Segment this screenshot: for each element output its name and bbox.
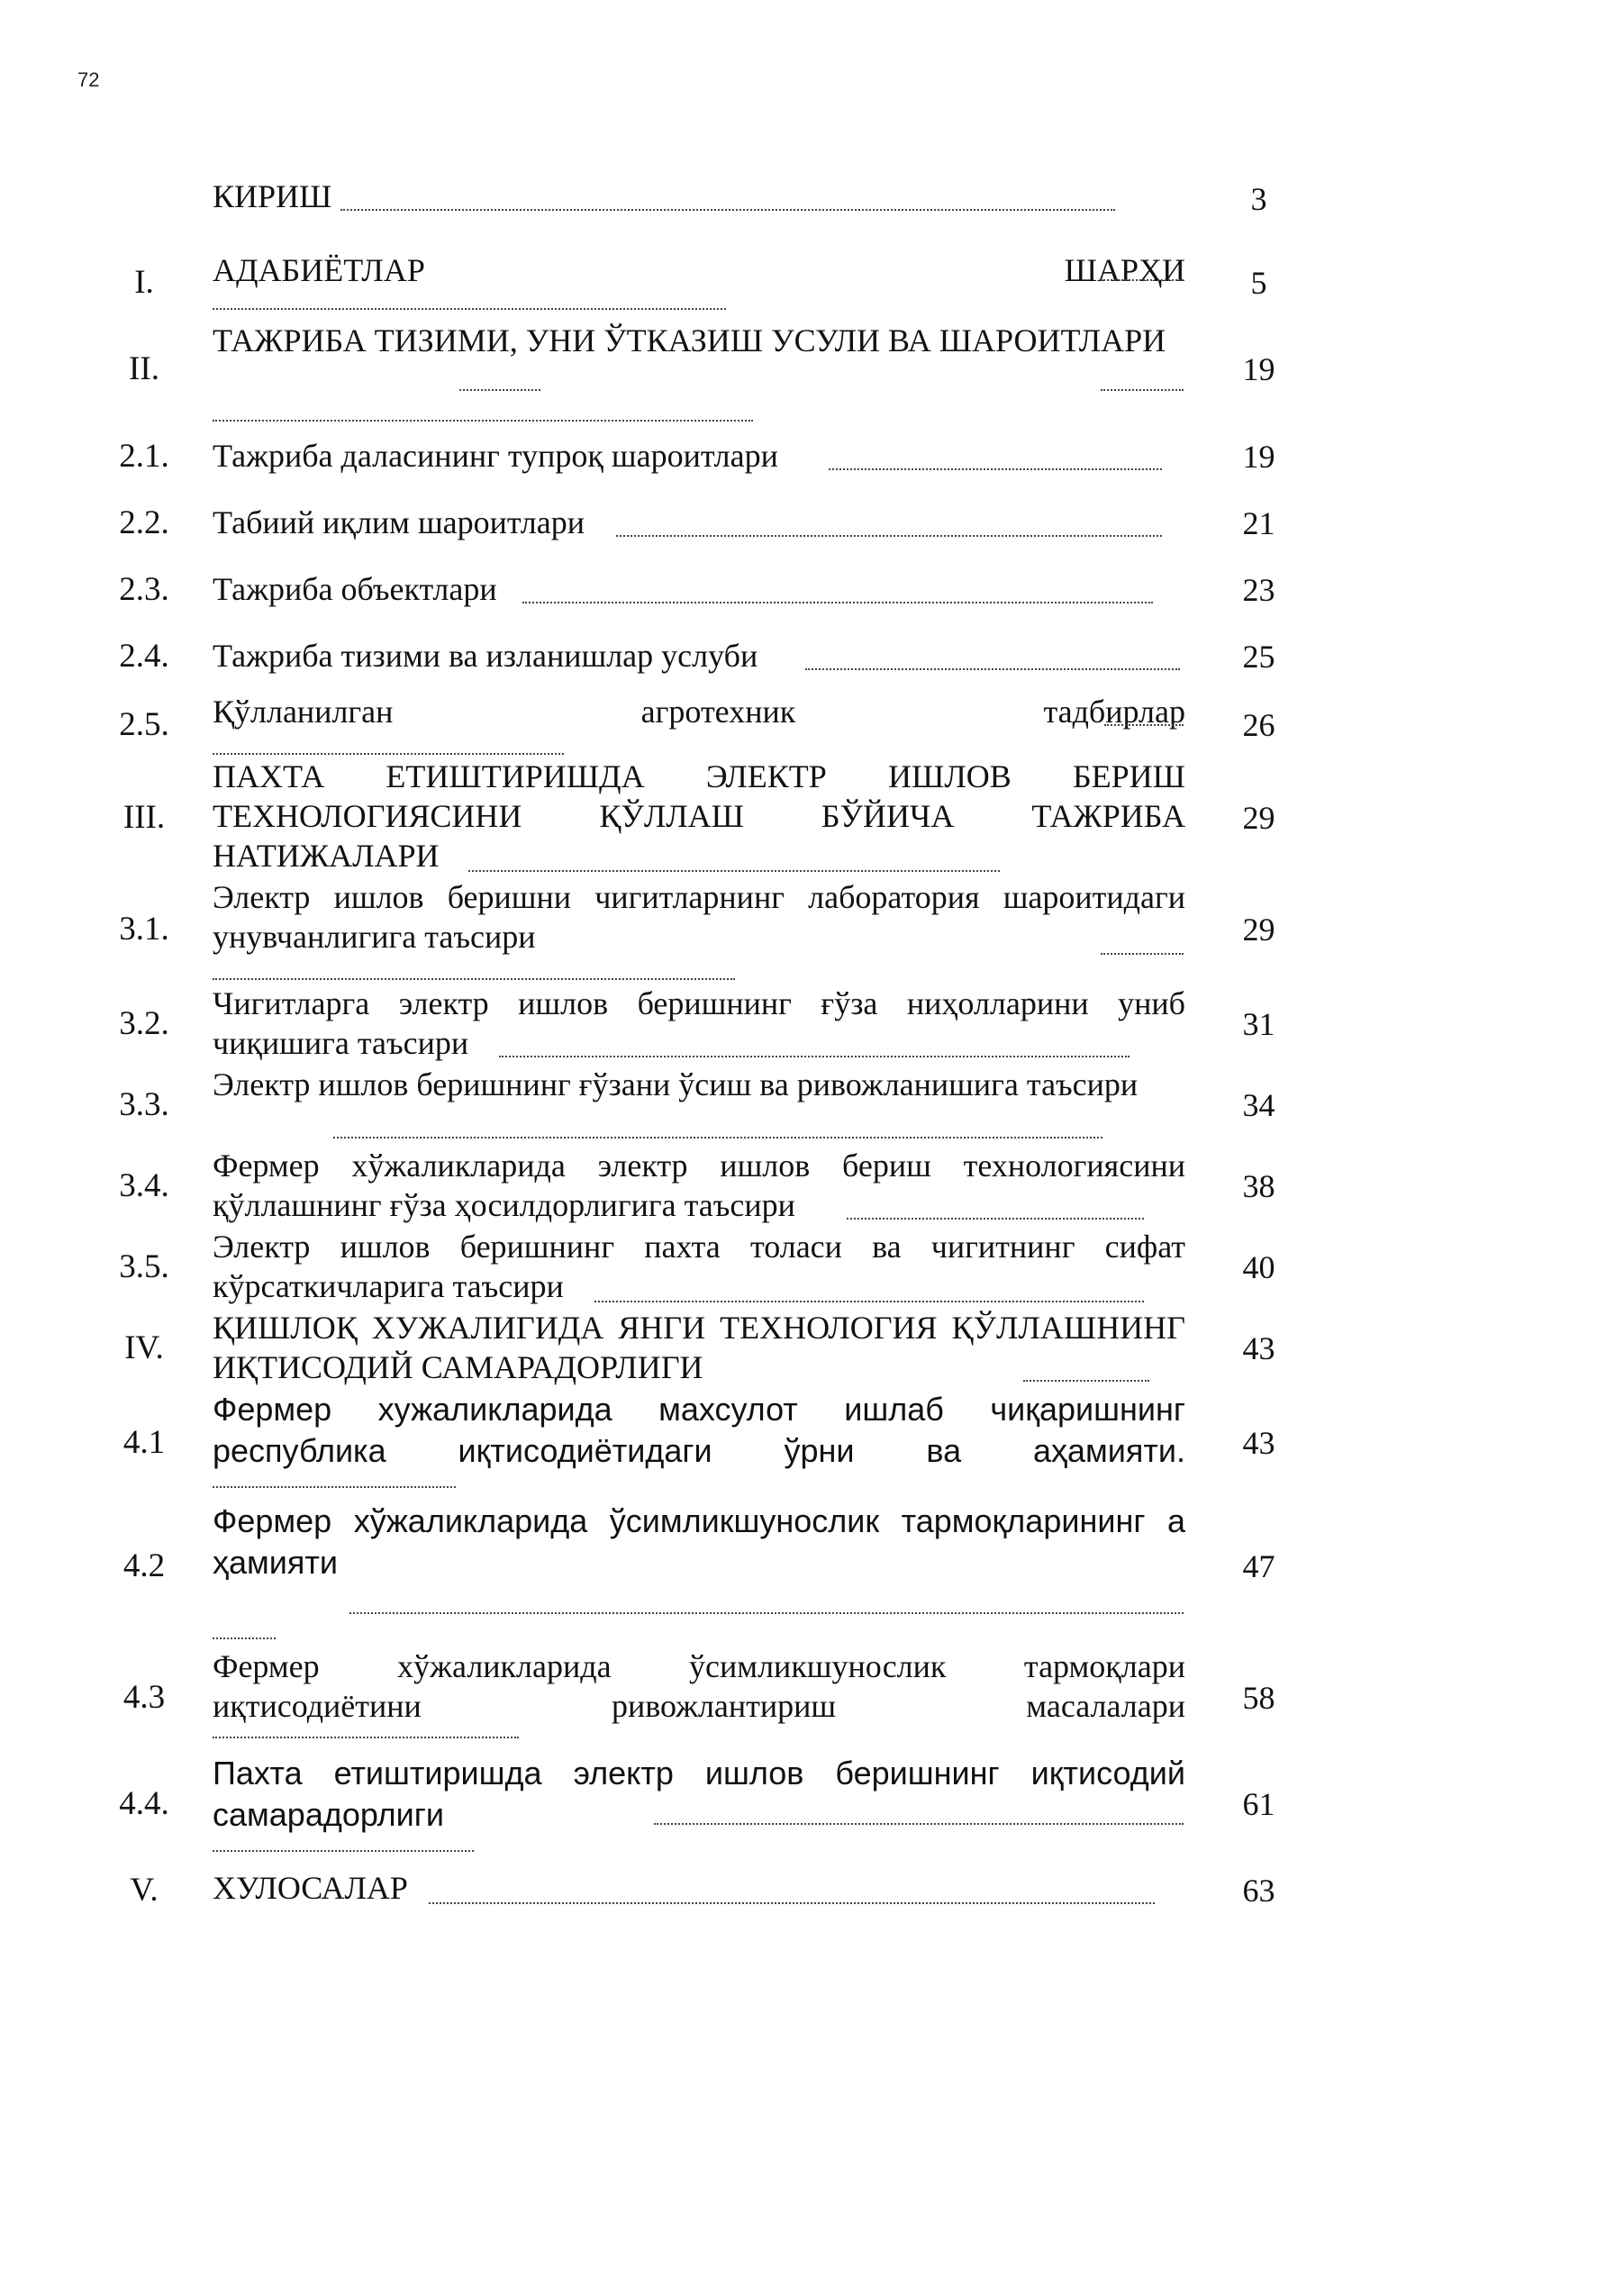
toc-entry-number: 2.1. (119, 438, 169, 475)
toc-entry-page: 19 (1242, 351, 1275, 387)
toc-entry-economic-efficiency (0, 1306, 1624, 1391)
toc-entry-page: 38 (1242, 1168, 1275, 1204)
toc-entry-page: 34 (1242, 1087, 1275, 1123)
toc-entry-title: Фермер хўжаликларида электр ишлов бериш технологиясини қўллашнинг ғўза ҳосилдорлигига таъсири (213, 1148, 1185, 1223)
toc-entry-4-1 (0, 1387, 1624, 1499)
dot-leader (213, 308, 726, 310)
toc-entry-3-2 (0, 982, 1624, 1066)
toc-entry-title: АДАБИЁТЛАР ШАРҲИ (213, 252, 1185, 288)
toc-entry-title: Чигитларга электр ишлов беришнинг ғўза ниҳолларини униб чиқишига таъсири (213, 985, 1185, 1061)
dot-leader (594, 1301, 1144, 1302)
toc-entry-number: 2.3. (119, 571, 169, 608)
dot-leader (213, 1637, 276, 1639)
toc-entry-page: 25 (1242, 639, 1275, 675)
toc-entry-number: V. (130, 1872, 159, 1909)
dot-leader (522, 602, 1153, 603)
toc-entry-title: Фермер хўжаликларида ўсимликшунослик тармоқлари иқтисодиётини ривожлантириш масалалари (213, 1648, 1185, 1724)
toc-entry-title: Фермер хўжаликларида ўсимликшунослик тармоқларининг а ҳамияти (213, 1502, 1185, 1581)
dot-leader (1104, 724, 1184, 726)
toc-entry-number: 3.2. (119, 1005, 169, 1042)
toc-entry-title: Тажриба объектлари (213, 571, 497, 607)
toc-entry-number: 3.1. (119, 911, 169, 948)
toc-entry-page: 47 (1242, 1548, 1275, 1584)
toc-entry-title: ҚИШЛОҚ ХУЖАЛИГИДА ЯНГИ ТЕХНОЛОГИЯ ҚЎЛЛАШНИНГ ИҚТИСОДИЙ САМАРАДОРЛИГИ (213, 1310, 1185, 1385)
toc-entry-2-4 (0, 634, 1624, 679)
toc-entry-number: 4.4. (119, 1785, 169, 1822)
dot-leader (847, 1218, 1144, 1220)
toc-entry-title: Табиий иқлим шароитлари (213, 504, 585, 540)
toc-entry-title: Электр ишлов беришнинг пахта толаси ва чигитнинг сифат кўрсаткичларига таъсири (213, 1229, 1185, 1304)
toc-entry-number: 4.2 (122, 1547, 166, 1584)
toc-entry-4-3 (0, 1645, 1624, 1751)
dot-leader (213, 1850, 474, 1852)
toc-entry-number: I. (134, 264, 154, 301)
toc-entry-page: 19 (1242, 439, 1275, 475)
toc-entry-page: 26 (1242, 707, 1275, 743)
toc-entry-page: 29 (1242, 912, 1275, 948)
toc-entry-2-2 (0, 501, 1624, 546)
toc-entry-conclusions (0, 1868, 1624, 1913)
toc-entry-3-4 (0, 1144, 1624, 1229)
toc-entry-page: 23 (1242, 572, 1275, 608)
toc-entry-number: 2.4. (119, 638, 169, 675)
toc-entry-title: Тажриба тизими ва изланишлар услуби (213, 638, 758, 674)
toc-entry-title: ТАЖРИБА ТИЗИМИ, УНИ ЎТКАЗИШ УСУЛИ ВА ШАРОИТЛАРИ (213, 322, 1166, 358)
toc-entry-page: 21 (1242, 505, 1275, 541)
dot-leader (1101, 389, 1184, 391)
toc-entry-page: 5 (1250, 265, 1267, 301)
toc-entry-page: 58 (1242, 1680, 1275, 1716)
toc-entry-intro (0, 177, 1624, 222)
dot-leader (340, 209, 1115, 211)
toc-entry-number: 4.1 (122, 1424, 166, 1461)
toc-entry-page: 43 (1242, 1425, 1275, 1461)
toc-entry-number: IV. (124, 1329, 164, 1366)
toc-entry-number: 3.5. (119, 1248, 169, 1285)
toc-entry-2-1 (0, 434, 1624, 479)
toc-entry-title: ПАХТА ЕТИШТИРИШДА ЭЛЕКТР ИШЛОВ БЕРИШ ТЕХНОЛОГИЯСИНИ ҚЎЛЛАШ БЎЙИЧА ТАЖРИБА НАТИЖАЛАРИ (213, 758, 1185, 874)
dot-leader (499, 1056, 1130, 1057)
toc-entry-number: 4.3 (122, 1679, 166, 1716)
toc-entry-page: 61 (1242, 1786, 1275, 1822)
dot-leader (468, 870, 1000, 872)
dot-leader (429, 1902, 1155, 1904)
toc-entry-4-4 (0, 1751, 1624, 1857)
toc-entry-3-3 (0, 1063, 1624, 1148)
toc-entry-page: 43 (1242, 1330, 1275, 1366)
toc-entry-title: Электр ишлов беришнинг ғўзани ўсиш ва ривожланишига таъсири (213, 1066, 1139, 1102)
toc-entry-title: ХУЛОСАЛАР (213, 1870, 408, 1906)
dot-leader (459, 389, 540, 391)
dot-leader (829, 468, 1162, 470)
toc-entry-page: 40 (1242, 1249, 1275, 1285)
toc-entry-number: III. (122, 799, 166, 836)
dot-leader (616, 535, 1162, 537)
toc-entry-number: 2.5. (119, 706, 169, 743)
toc-entry-experiment-system (0, 315, 1624, 423)
toc-entry-2-3 (0, 567, 1624, 612)
dot-leader (805, 668, 1180, 670)
dot-leader (213, 420, 753, 422)
dot-leader (213, 1737, 519, 1738)
toc-entry-page: 29 (1242, 800, 1275, 836)
toc-entry-title: Тажриба даласининг тупроқ шароитлари (213, 438, 778, 474)
toc-entry-3-5 (0, 1225, 1624, 1310)
toc-entry-title: Пахта етиштиришда электр ишлов беришнинг иқтисодий самарадорлиги (213, 1755, 1185, 1833)
toc-entry-number: 2.2. (119, 504, 169, 541)
dot-leader (1101, 953, 1184, 955)
toc-entry-title: КИРИШ (213, 178, 332, 214)
toc-entry-page: 3 (1250, 181, 1267, 217)
dot-leader (213, 1486, 456, 1488)
toc-entry-page: 63 (1242, 1873, 1275, 1909)
toc-entry-page: 31 (1242, 1006, 1275, 1042)
toc-entry-number: 3.3. (119, 1086, 169, 1123)
dot-leader (654, 1823, 1184, 1825)
toc-entry-3-1 (0, 875, 1624, 984)
dot-leader (349, 1612, 1184, 1614)
toc-entry-title: Фермер хужаликларида махсулот ишлаб чиқаришнинг республика иқтисодиётидаги ўрни ва аҳамияти. (213, 1391, 1185, 1469)
dot-leader (213, 978, 735, 980)
toc-entry-results (0, 755, 1624, 881)
dot-leader (333, 1137, 1102, 1138)
page-number: 72 (77, 68, 100, 91)
dot-leader (1023, 1380, 1149, 1382)
toc-entry-title: Қўлланилган агротехник тадбирлар (213, 694, 1185, 730)
toc-entry-number: II. (129, 350, 159, 387)
dot-leader (1101, 279, 1184, 281)
toc-entry-number: 3.4. (119, 1167, 169, 1204)
toc-entry-title: Электр ишлов беришни чигитларнинг лаборатория шароитидаги унувчанлигига таъсири (213, 879, 1185, 955)
